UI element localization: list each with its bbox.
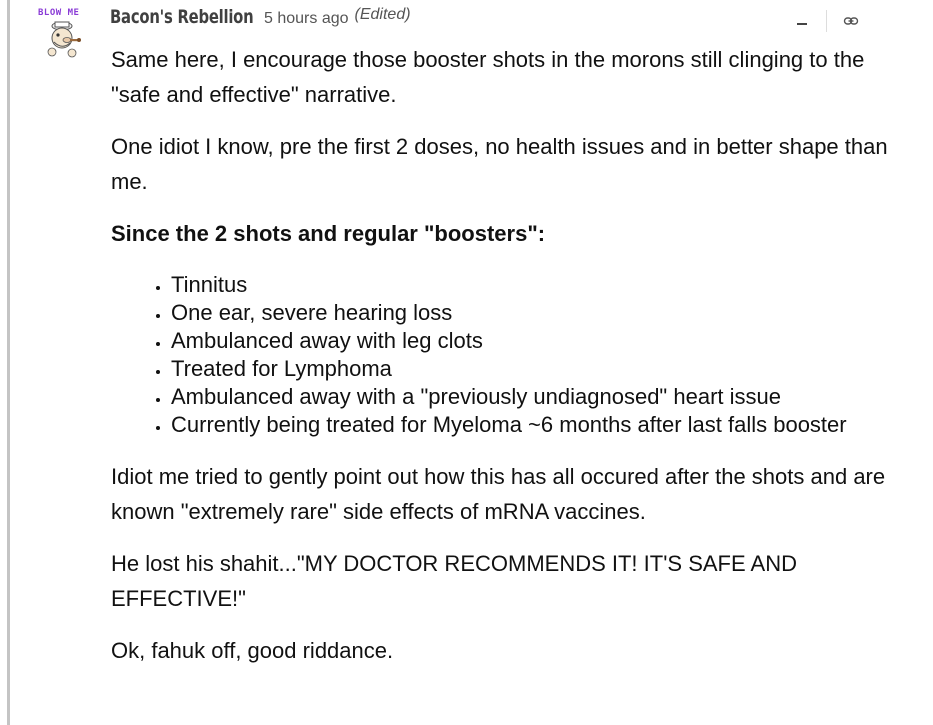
popeye-avatar-icon (44, 18, 84, 58)
comment-body (111, 42, 891, 685)
copy-link-button[interactable] (841, 11, 861, 31)
link-icon (843, 13, 859, 29)
comment-paragraph: Same here, I encourage those booster shots in the morons still clinging to the "safe and effective" narrative. (111, 47, 865, 107)
collapse-button[interactable] (792, 11, 812, 31)
comment-actions (792, 10, 861, 32)
avatar[interactable] (36, 6, 96, 58)
comment-paragraph: One idiot I know, pre the first 2 doses, no health issues and in better shape than me. (111, 134, 888, 194)
comment-paragraph: He lost his shahit..."MY DOCTOR RECOMMENDS IT! IT'S SAFE AND EFFECTIVE!" (111, 551, 797, 611)
author-name[interactable]: Bacon's Rebellion (110, 6, 254, 28)
avatar-tag: BLOW ME (38, 8, 80, 18)
action-divider (826, 10, 827, 32)
edited-label: (Edited) (354, 6, 411, 23)
symptom-list (111, 271, 891, 439)
thread-line (7, 0, 10, 725)
list-item: • One ear, severe hearing loss (171, 299, 891, 327)
list-item: • Currently being treated for Myeloma ~6 months after last falls booster (171, 411, 891, 439)
list-item: • Ambulanced away with leg clots (171, 327, 891, 355)
comment-paragraph: Ok, fahuk off, good riddance. (111, 638, 394, 663)
list-item: • Ambulanced away with a "previously undiagnosed" heart issue (171, 383, 891, 411)
list-item: • Treated for Lymphoma (171, 355, 891, 383)
comment-heading: Since the 2 shots and regular "boosters": (111, 221, 546, 246)
timestamp[interactable]: 5 hours ago (264, 10, 349, 27)
comment-paragraph: Idiot me tried to gently point out how this has all occured after the shots and are known "extremely rare" side effects of mRNA vaccines. (111, 464, 886, 524)
list-item: • Tinnitus (171, 271, 891, 299)
minus-icon (797, 23, 807, 25)
